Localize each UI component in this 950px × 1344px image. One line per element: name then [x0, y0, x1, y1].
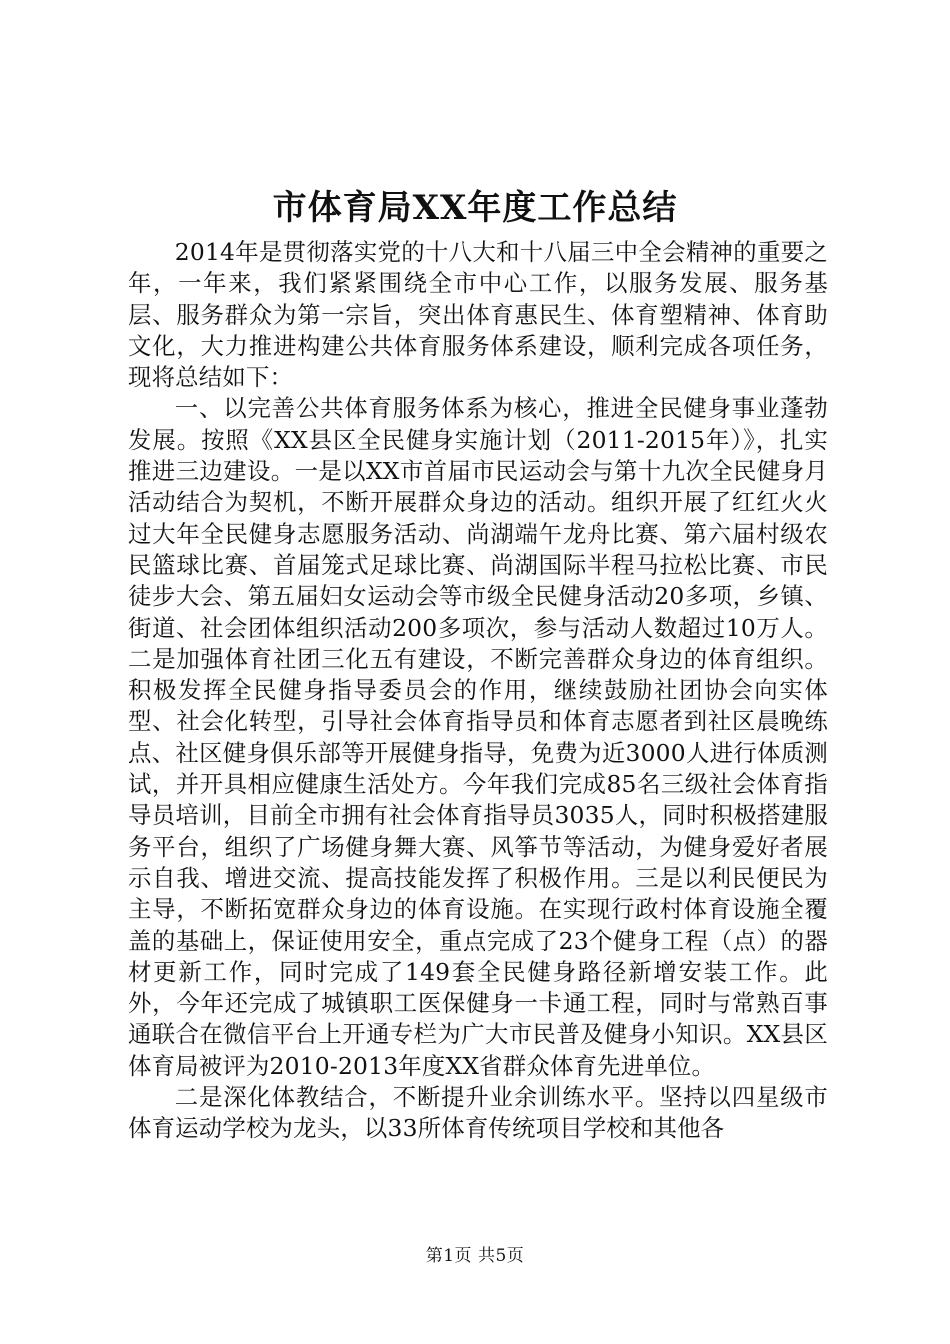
paragraph-section-one: 一、以完善公共体育服务体系为核心，推进全民健身事业蓬勃发展。按照《XX县区全民健身实施计划（2011-2015年）》，扎实推进三边建设。一是以XX市首届市民运动会与第十九次全民健身月活动结合为契机，不断开展群众身边的活动。组织开展了红红火火过大年全民健身志愿服务活动、尚湖端午龙舟比赛、第六届村级农民篮球比赛、首届笼式足球比赛、尚湖国际半程马拉松比赛、市民徒步大会、第五届妇女运动会等市级全民健身活动20多项，乡镇、街道、社会团体组织活动200多项次，参与活动人数超过10万人。二是加强体育社团三化五有建设，不断完善群众身边的体育组织。积极发挥全民健身指导委员会的作用，继续鼓励社团协会向实体型、社会化转型，引导社会体育指导员和体育志愿者到社区晨晚练点、社区健身俱乐部等开展健身指导，免费为近3000人进行体质测试，并开具相应健康生活处方。今年我们完成85名三级社会体育指导员培训，目前全市拥有社会体育指导员3035人，同时积极搭建服务平台，组织了广场健身舞大赛、风筝节等活动，为健身爱好者展示自我、增进交流、提高技能发挥了积极作用。三是以利民便民为主导，不断拓宽群众身边的体育设施。在实现行政村体育设施全覆盖的基础上，保证使用安全，重点完成了23个健身工程（点）的器材更新工作，同时完成了149套全民健身路径新增安装工作。此外，今年还完成了城镇职工医保健身一卡通工程，同时与常熟百事通联合在微信平台上开通专栏为广大市民普及健身小知识。XX县区体育局被评为2010-2013年度XX省群众体育先进单位。 — [128, 394, 828, 1080]
page-number: 第1页 共5页 — [425, 1246, 525, 1266]
paragraph-section-two: 二是深化体教结合，不断提升业余训练水平。坚持以四星级市体育运动学校为龙头，以33所体育传统项目学校和其他各 — [128, 1083, 828, 1143]
paragraph-intro: 2014年是贯彻落实党的十八大和十八届三中全会精神的重要之年，一年来，我们紧紧围绕全市中心工作，以服务发展、服务基层、服务群众为第一宗旨，突出体育惠民生、体育塑精神、体育助文化，大力推进构建公共体育服务体系建设，顺利完成各项任务，现将总结如下： — [128, 238, 828, 392]
document-title: 市体育局XX年度工作总结 — [272, 188, 678, 228]
document-body — [128, 237, 828, 1145]
